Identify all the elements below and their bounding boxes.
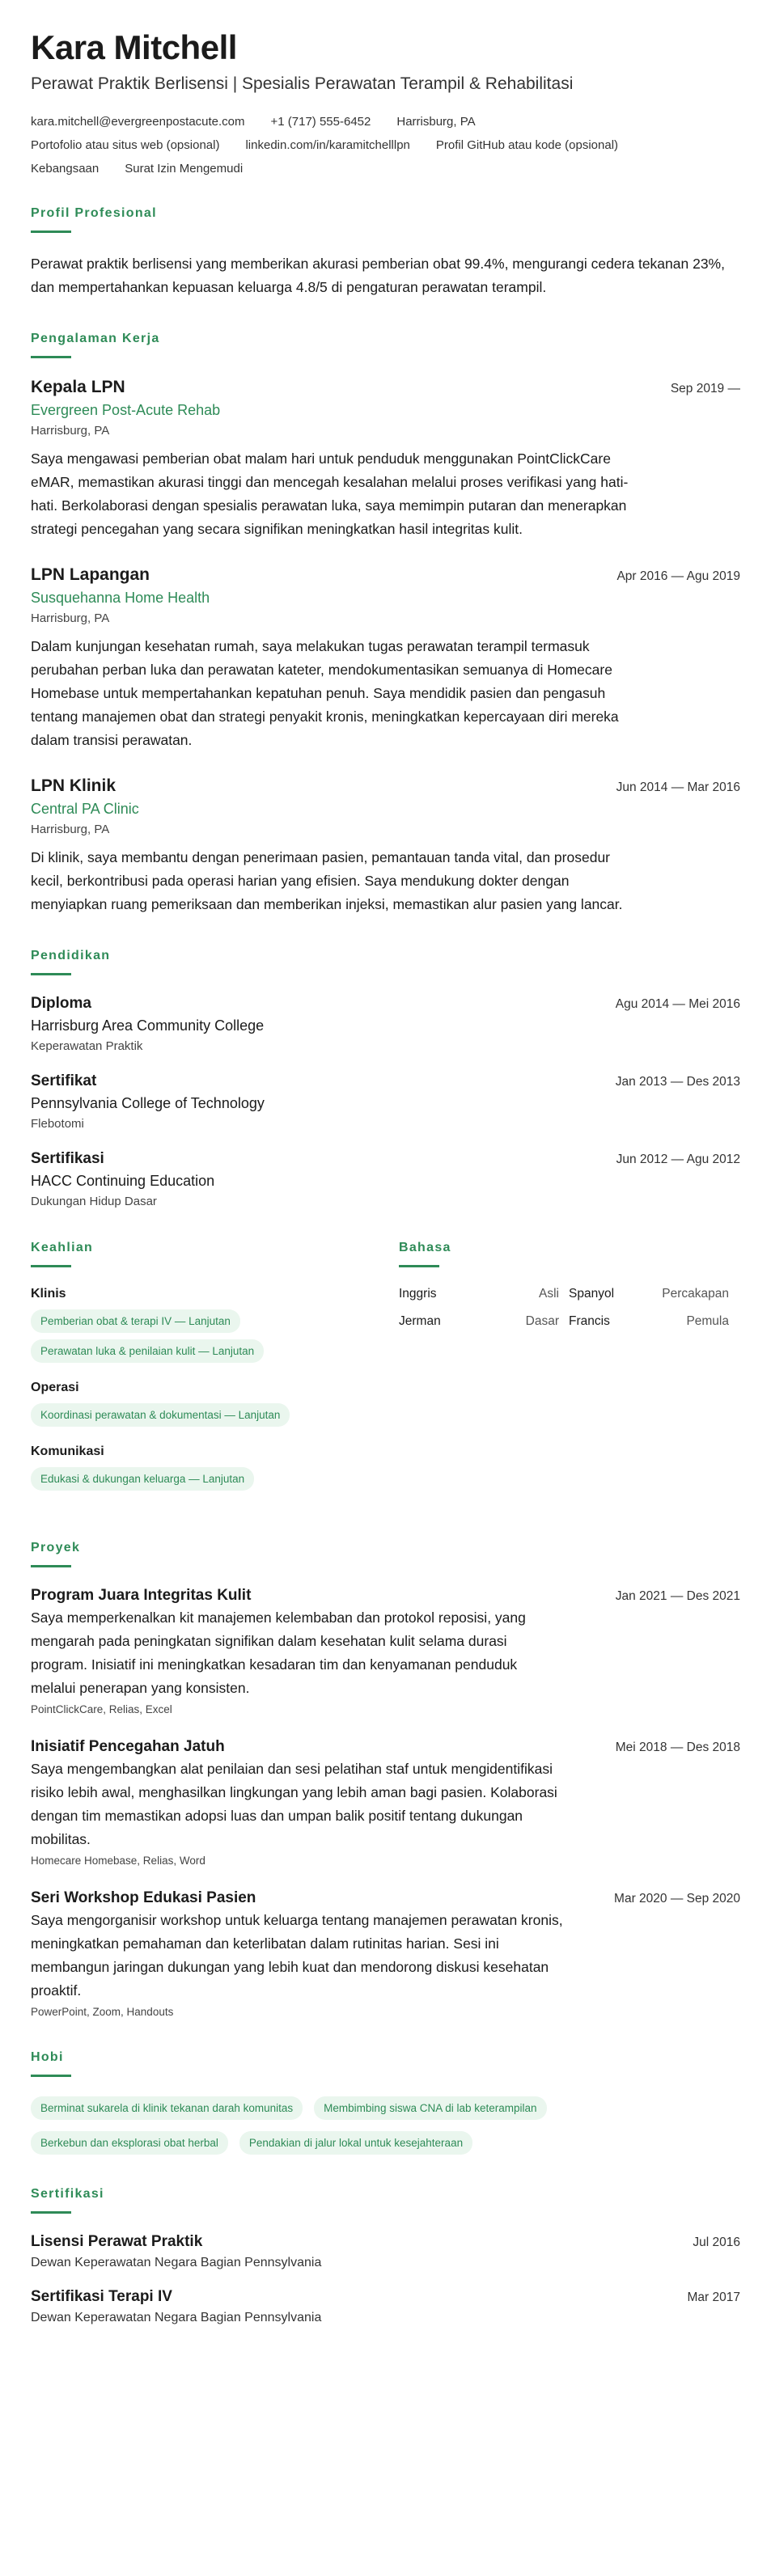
hobby-chip: Membimbing siswa CNA di lab keterampilan <box>314 2096 546 2120</box>
certifications-section <box>31 2187 740 2325</box>
contact-github[interactable]: Profil GitHub atau kode (opsional) <box>435 138 619 153</box>
skill-chip: Perawatan luka & penilaian kulit — Lanjutan <box>31 1339 264 1363</box>
education-field: Flebotomi <box>31 1117 84 1131</box>
certification-date: Jul 2016 <box>693 2235 740 2250</box>
language-item <box>399 1314 569 1329</box>
hobby-chip: Berkebun dan eksplorasi obat herbal <box>31 2131 228 2155</box>
languages-heading: Bahasa <box>399 1241 451 1255</box>
education-entry <box>31 1072 740 1131</box>
language-level: Asli <box>539 1287 559 1301</box>
experience-heading: Pengalaman Kerja <box>31 332 160 346</box>
contact-row-2 <box>31 138 740 152</box>
summary-text: Perawat praktik berlisensi yang memberikan akurasi pemberian obat 99.4%, mengurangi cedera tekanan 23%, dan mempertahankan kepuasan keluarga 4.8/5 di pengaturan perawatan terampil. <box>31 256 725 296</box>
contact-row-3 <box>31 162 740 176</box>
project-description: Saya mengorganisir workshop untuk keluarga tentang manajemen perawatan kronis, meningkatkan pemahaman dan keterlibatan dalam rutinitas harian. Sesi ini membangun jaringan dukungan yang lebih kuat dan mendorong diskusi kesehatan proaktif. <box>31 1912 563 1999</box>
hobby-chip: Berminat sukarela di klinik tekanan darah komunitas <box>31 2096 303 2120</box>
project-tools: Homecare Homebase, Relias, Word <box>31 1855 205 1867</box>
contact-nationality: Kebangsaan <box>31 162 100 176</box>
education-degree: Sertifikasi <box>31 1150 104 1168</box>
certification-name: Lisensi Perawat Praktik <box>31 2233 203 2251</box>
summary-section <box>31 206 740 299</box>
section-divider <box>31 973 71 975</box>
certification-date: Mar 2017 <box>687 2290 740 2305</box>
project-tools: PointClickCare, Relias, Excel <box>31 1703 172 1716</box>
experience-section <box>31 332 740 916</box>
certification-name: Sertifikasi Terapi IV <box>31 2288 172 2306</box>
project-name: Inisiatif Pencegahan Jatuh <box>31 1738 225 1756</box>
hobby-chip-list <box>31 2096 646 2155</box>
certification-issuer: Dewan Keperawatan Negara Bagian Pennsylvania <box>31 2311 322 2325</box>
job-description: Di klinik, saya membantu dengan penerimaan pasien, pemantauan tanda vital, dan prosedur kecil, berkontribusi pada operasi harian yang efisien. Saya mendukung dokter dengan menyiapkan ruang pemeriksaan dan memberikan injeksi, memastikan alur pasien yang lancar. <box>31 849 623 913</box>
experience-entry <box>31 378 740 541</box>
job-employer: Evergreen Post-Acute Rehab <box>31 402 221 419</box>
language-level: Dasar <box>525 1314 559 1329</box>
projects-section <box>31 1541 740 2018</box>
job-description: Dalam kunjungan kesehatan rumah, saya melakukan tugas perawatan terampil termasuk perubahan perban luka dan perawatan kateter, mendokumentasikan semuanya di Homecare Homebase untuk mempertahankan kepatuhan penuh. Saya mendidik pasien dan pengasuh tentang manajemen obat dan strategi penyakit kronis, meningkatkan kepercayaan diri mereka dalam transisi perawatan. <box>31 638 619 749</box>
hobbies-section <box>31 2050 740 2155</box>
candidate-name: Kara Mitchell <box>31 28 237 66</box>
education-dates: Jan 2013 — Des 2013 <box>615 1075 740 1089</box>
project-entry <box>31 1889 740 2018</box>
skill-chip: Koordinasi perawatan & dokumentasi — Lanjutan <box>31 1403 290 1427</box>
projects-heading: Proyek <box>31 1541 81 1555</box>
section-divider <box>31 2211 71 2214</box>
education-field: Keperawatan Praktik <box>31 1039 143 1054</box>
job-description: Saya mengawasi pemberian obat malam hari untuk penduduk menggunakan PointClickCare eMAR, memastikan akurasi tinggi dan mencegah kesalahan melalui proses verifikasi yang hati-hati. Berkolaborasi dengan spesialis perawatan luka, saya memimpin putaran dan menerapkan strategi pencegahan yang secara signifikan meningkatkan hasil integritas kulit. <box>31 450 629 538</box>
job-dates: Jun 2014 — Mar 2016 <box>616 780 740 795</box>
section-divider <box>31 1265 71 1267</box>
skill-category: Operasi <box>31 1381 79 1395</box>
section-divider <box>31 1565 71 1567</box>
languages-column <box>399 1241 739 1508</box>
language-name: Francis <box>569 1314 610 1329</box>
language-list <box>399 1287 739 1329</box>
section-divider <box>399 1265 439 1267</box>
language-name: Jerman <box>399 1314 441 1329</box>
contact-portfolio[interactable]: Portofolio atau situs web (opsional) <box>31 138 220 153</box>
project-dates: Jan 2021 — Des 2021 <box>615 1589 740 1604</box>
project-entry <box>31 1738 740 1867</box>
project-dates: Mei 2018 — Des 2018 <box>615 1741 740 1755</box>
contact-location: Harrisburg, PA <box>396 115 476 129</box>
contact-phone[interactable]: +1 (717) 555-6452 <box>270 115 371 129</box>
project-name: Seri Workshop Edukasi Pasien <box>31 1889 256 1907</box>
job-dates: Apr 2016 — Agu 2019 <box>616 569 740 584</box>
skills-languages-section <box>31 1241 740 1508</box>
experience-entry <box>31 776 740 916</box>
section-divider <box>31 2075 71 2077</box>
education-entry <box>31 1150 740 1208</box>
education-degree: Sertifikat <box>31 1072 97 1090</box>
skill-chip-list <box>31 1403 399 1427</box>
certification-issuer: Dewan Keperawatan Negara Bagian Pennsylvania <box>31 2256 322 2270</box>
contact-driving-license: Surat Izin Mengemudi <box>125 162 244 176</box>
education-school: Pennsylvania College of Technology <box>31 1095 265 1112</box>
section-divider <box>31 231 71 233</box>
summary-heading: Profil Profesional <box>31 206 157 221</box>
job-title: LPN Lapangan <box>31 565 150 585</box>
project-description: Saya mengembangkan alat penilaian dan sesi pelatihan staf untuk mengidentifikasi risiko lebih awal, menghasilkan lingkungan yang lebih aman bagi pasien. Kolaborasi dengan tim memastikan adopsi luas dan umpan balik positif tentang dukungan mobilitas. <box>31 1761 557 1848</box>
language-item <box>569 1287 739 1301</box>
skills-column <box>31 1241 399 1508</box>
education-dates: Agu 2014 — Mei 2016 <box>615 997 740 1012</box>
skill-chip-list <box>31 1309 399 1363</box>
certification-entry <box>31 2233 740 2270</box>
certifications-heading: Sertifikasi <box>31 2187 104 2202</box>
contact-row-1 <box>31 115 740 129</box>
education-heading: Pendidikan <box>31 949 111 963</box>
project-description: Saya memperkenalkan kit manajemen kelembaban dan protokol reposisi, yang mengarah pada peningkatan signifikan dalam kesehatan kulit selama durasi program. Inisiatif ini meningkatkan kesadaran tim dan kenyamanan penduduk melalui penerapan yang konsisten. <box>31 1609 526 1697</box>
contact-email[interactable]: kara.mitchell@evergreenpostacute.com <box>31 115 245 129</box>
job-location: Harrisburg, PA <box>31 424 110 438</box>
education-dates: Jun 2012 — Agu 2012 <box>616 1153 740 1167</box>
job-employer: Susquehanna Home Health <box>31 590 210 607</box>
skill-category: Klinis <box>31 1287 66 1301</box>
skill-chip: Pemberian obat & terapi IV — Lanjutan <box>31 1309 240 1333</box>
education-degree: Diploma <box>31 995 91 1013</box>
skill-chip: Edukasi & dukungan keluarga — Lanjutan <box>31 1467 254 1491</box>
project-entry <box>31 1587 740 1715</box>
education-entry <box>31 995 740 1053</box>
education-school: HACC Continuing Education <box>31 1173 215 1190</box>
experience-entry <box>31 565 740 752</box>
project-tools: PowerPoint, Zoom, Handouts <box>31 2006 174 2019</box>
skill-category: Komunikasi <box>31 1445 104 1459</box>
education-field: Dukungan Hidup Dasar <box>31 1195 157 1209</box>
job-location: Harrisburg, PA <box>31 823 110 837</box>
education-school: Harrisburg Area Community College <box>31 1017 265 1034</box>
contact-linkedin[interactable]: linkedin.com/in/karamitchelllpn <box>245 138 410 153</box>
project-name: Program Juara Integritas Kulit <box>31 1587 252 1605</box>
skills-heading: Keahlian <box>31 1241 94 1255</box>
certification-entry <box>31 2288 740 2325</box>
language-item <box>569 1314 739 1329</box>
job-title: LPN Klinik <box>31 776 116 796</box>
language-level: Pemula <box>686 1314 729 1329</box>
hobbies-heading: Hobi <box>31 2050 64 2065</box>
language-level: Percakapan <box>662 1287 729 1301</box>
section-divider <box>31 356 71 358</box>
language-name: Inggris <box>399 1287 437 1301</box>
job-dates: Sep 2019 — <box>670 382 740 396</box>
language-item <box>399 1287 569 1301</box>
job-location: Harrisburg, PA <box>31 611 110 626</box>
job-title: Kepala LPN <box>31 378 125 397</box>
skill-chip-list <box>31 1467 399 1491</box>
education-section <box>31 949 740 1208</box>
hobby-chip: Pendakian di jalur lokal untuk kesejahteraan <box>239 2131 472 2155</box>
candidate-headline: Perawat Praktik Berlisensi | Spesialis Perawatan Terampil & Rehabilitasi <box>31 74 574 94</box>
project-dates: Mar 2020 — Sep 2020 <box>614 1892 740 1906</box>
language-name: Spanyol <box>569 1287 615 1301</box>
job-employer: Central PA Clinic <box>31 801 139 818</box>
